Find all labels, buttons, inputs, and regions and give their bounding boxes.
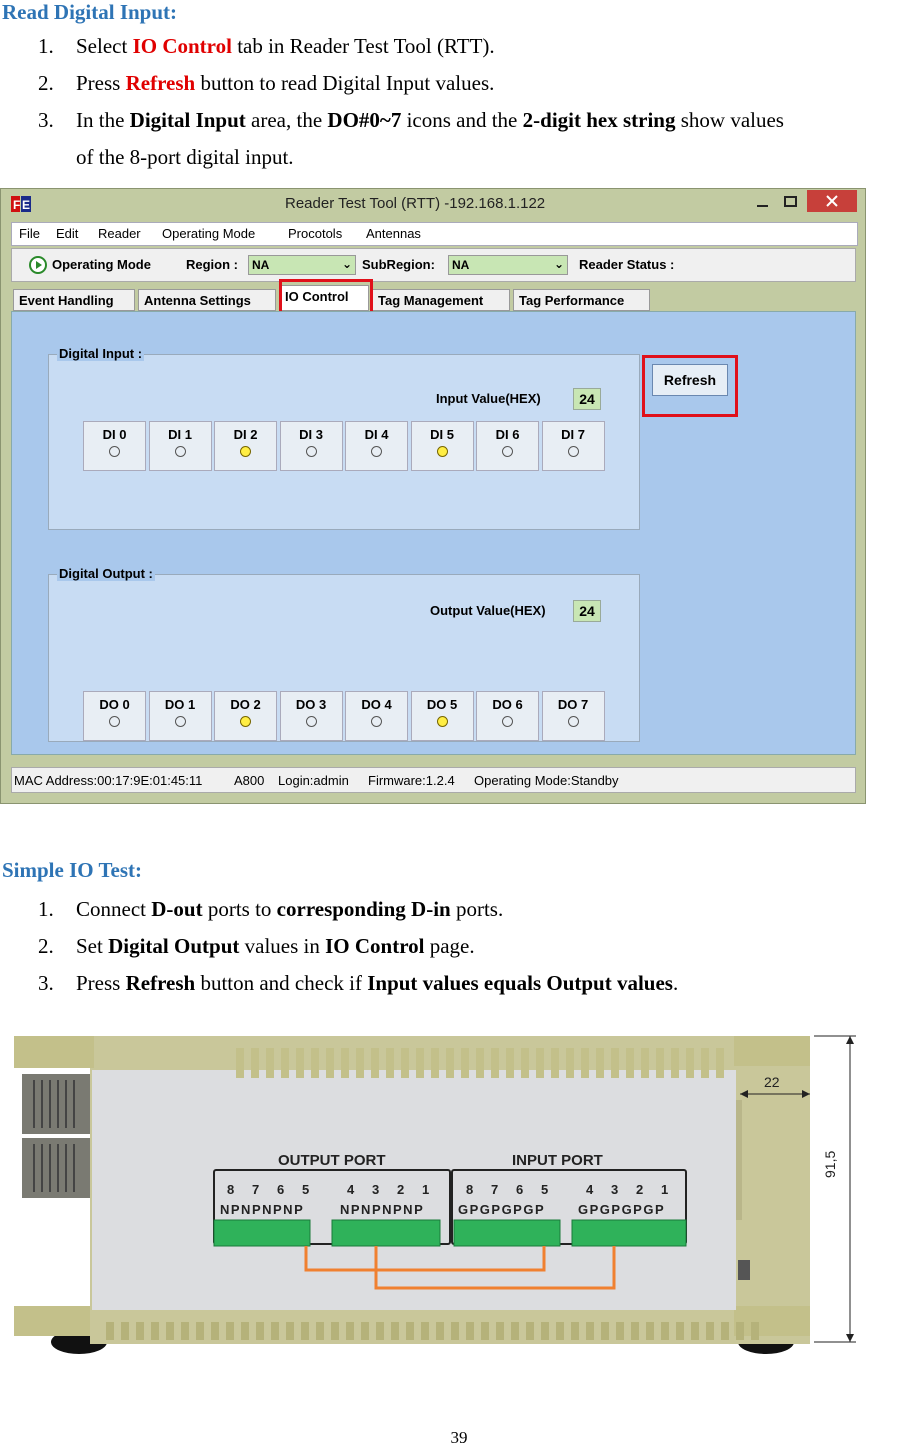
chevron-down-icon: ⌄ (553, 257, 564, 271)
input-pins-1-4: GPGPGPGP (578, 1202, 666, 1217)
do-port-1[interactable] (149, 691, 212, 741)
section-heading-read-digital-input: Read Digital Input: (2, 0, 178, 24)
refresh-button[interactable]: Refresh (652, 364, 728, 396)
bulb-icon (109, 446, 120, 457)
di-port-4 (345, 421, 408, 471)
do-port-5[interactable] (411, 691, 474, 741)
region-select[interactable]: NA ⌄ (248, 255, 356, 275)
do-port-2[interactable] (214, 691, 277, 741)
digital-input-group (48, 346, 640, 530)
di-port-1 (149, 421, 212, 471)
close-icon[interactable] (807, 190, 857, 212)
do-port-label: DO 3 (295, 697, 327, 712)
bulb-icon (240, 716, 251, 727)
bulb-icon (568, 716, 579, 727)
di-port-2 (214, 421, 277, 471)
output-pins-1-4: NPNPNPNP (340, 1202, 425, 1217)
di-port-7 (542, 421, 605, 471)
digital-output-group (48, 566, 640, 742)
do-port-label: DO 2 (230, 697, 261, 712)
status-login: Login:admin (278, 773, 349, 788)
bulb-icon (437, 716, 448, 727)
do-port-label: DO 4 (361, 697, 392, 712)
input-port-number: 1 (661, 1182, 669, 1197)
region-label: Region : (186, 257, 238, 272)
device-illustration (14, 1030, 860, 1385)
input-port-title: INPUT PORT (512, 1152, 603, 1169)
output-pins-5-8: NPNPNPNP (220, 1202, 305, 1217)
menu-edit[interactable]: Edit (56, 226, 79, 241)
output-port-number: 2 (397, 1182, 405, 1197)
device-io-port-drawing (14, 1030, 860, 1385)
tab-antenna-settings[interactable]: Antenna Settings (138, 289, 276, 311)
tab-tag-management[interactable]: Tag Management (372, 289, 510, 311)
dimension-width: 22 (764, 1074, 780, 1090)
tab-tag-performance[interactable]: Tag Performance (513, 289, 650, 311)
tab-event-handling[interactable]: Event Handling (13, 289, 135, 311)
step-3: 3. In the Digital Input area, the DO#0~7 icons and the 2-digit hex string show values (38, 108, 784, 132)
highlight-refresh-button (642, 355, 738, 417)
input-port-number: 8 (466, 1182, 474, 1197)
input-port-number: 2 (636, 1182, 644, 1197)
input-pins-5-8: GPGPGPGP (458, 1202, 546, 1217)
output-value-hex: 24 (573, 600, 601, 622)
menu-reader[interactable]: Reader (98, 226, 141, 241)
rtt-window-screenshot (0, 188, 866, 804)
svg-text:E: E (22, 198, 31, 212)
output-port-title: OUTPUT PORT (278, 1152, 386, 1169)
do-port-6[interactable] (476, 691, 539, 741)
input-port-number: 3 (611, 1182, 619, 1197)
di-port-label: DI 7 (561, 427, 585, 442)
io-test-step-2: 2. Set Digital Output values in IO Control page. (38, 934, 475, 958)
tab-io-control[interactable]: IO Control (279, 285, 369, 311)
menu-protocols[interactable]: Procotols (288, 226, 343, 241)
output-port-number: 1 (422, 1182, 430, 1197)
output-value-label: Output Value(HEX) (430, 603, 546, 618)
input-port-number: 4 (586, 1182, 594, 1197)
page-number: 39 (450, 1428, 468, 1447)
bulb-icon (502, 716, 513, 727)
output-port-number: 4 (347, 1182, 355, 1197)
status-mac-address: MAC Address:00:17:9E:01:45:11 (14, 773, 203, 788)
status-firmware: Firmware:1.2.4 (368, 773, 455, 788)
menu-operating-mode[interactable]: Operating Mode (162, 226, 256, 241)
digital-output-title: Digital Output : (59, 566, 153, 581)
window-title: Reader Test Tool (RTT) -192.168.1.122 (285, 195, 546, 212)
step-2: 2. Press Refresh button to read Digital Input values. (38, 71, 495, 95)
do-port-label: DO 0 (99, 697, 130, 712)
subregion-select[interactable]: NA ⌄ (448, 255, 568, 275)
di-port-3 (280, 421, 343, 471)
menu-antennas[interactable]: Antennas (366, 226, 421, 241)
di-port-label: DI 1 (168, 427, 192, 442)
io-test-step-1: 1. Connect D-out ports to corresponding D-in ports. (38, 897, 504, 921)
menu-file[interactable]: File (19, 226, 40, 241)
bulb-icon (306, 446, 317, 457)
status-bar (11, 767, 856, 793)
chevron-down-icon: ⌄ (341, 257, 352, 271)
bulb-icon (568, 446, 579, 457)
tab-strip (11, 287, 856, 311)
di-port-label: DI 3 (299, 427, 323, 442)
input-port-number: 5 (541, 1182, 549, 1197)
bulb-icon (502, 446, 513, 457)
di-port-5 (411, 421, 474, 471)
di-port-6 (476, 421, 539, 471)
reader-status-label: Reader Status : (579, 257, 675, 272)
di-port-0 (83, 421, 146, 471)
app-logo-icon (11, 196, 31, 212)
output-port-number: 5 (302, 1182, 310, 1197)
bulb-icon (175, 716, 186, 727)
minimize-icon[interactable] (753, 193, 773, 211)
di-port-label: DI 0 (102, 427, 127, 442)
window-titlebar (1, 189, 867, 217)
bulb-icon (371, 716, 382, 727)
bulb-icon (437, 446, 448, 457)
bulb-icon (175, 446, 186, 457)
input-port-number: 6 (516, 1182, 524, 1197)
di-port-label: DI 6 (495, 427, 520, 442)
bulb-icon (109, 716, 120, 727)
io-test-step-3: 3. Press Refresh button and check if Input values equals Output values. (38, 971, 679, 995)
step-1: 1. Select IO Control tab in Reader Test Tool (RTT). (38, 34, 495, 58)
output-port-number: 3 (372, 1182, 380, 1197)
output-port-number: 6 (277, 1182, 285, 1197)
di-port-label: DI 2 (233, 427, 258, 442)
bulb-icon (240, 446, 251, 457)
input-value-hex: 24 (573, 388, 601, 410)
input-port-number: 7 (491, 1182, 499, 1197)
input-value-label: Input Value(HEX) (436, 391, 541, 406)
di-port-label: DI 4 (364, 427, 389, 442)
subregion-label: SubRegion: (362, 257, 435, 272)
section-heading-simple-io-test: Simple IO Test: (2, 858, 143, 882)
do-port-label: DO 6 (492, 697, 523, 712)
status-model: A800 (234, 773, 265, 788)
toolbar (11, 248, 856, 282)
menu-bar (11, 222, 858, 246)
dimension-height: 91,5 (822, 1150, 838, 1178)
output-port-number: 7 (252, 1182, 260, 1197)
do-port-4[interactable] (345, 691, 408, 741)
svg-text:F: F (13, 198, 21, 212)
do-port-label: DO 5 (426, 697, 458, 712)
bulb-icon (306, 716, 317, 727)
step-3-continuation: of the 8-port digital input. (76, 145, 294, 169)
digital-input-title: Digital Input : (59, 346, 143, 361)
play-icon[interactable] (29, 256, 47, 274)
do-port-0[interactable] (83, 691, 146, 741)
status-operating-mode: Operating Mode:Standby (474, 773, 619, 788)
do-port-7[interactable] (542, 691, 605, 741)
maximize-icon[interactable] (781, 193, 801, 211)
output-port-number: 8 (227, 1182, 235, 1197)
di-port-label: DI 5 (430, 427, 454, 442)
do-port-3[interactable] (280, 691, 343, 741)
operating-mode-button[interactable]: Operating Mode (52, 257, 151, 272)
do-port-label: DO 1 (164, 697, 196, 712)
bulb-icon (371, 446, 382, 457)
do-port-label: DO 7 (557, 697, 589, 712)
